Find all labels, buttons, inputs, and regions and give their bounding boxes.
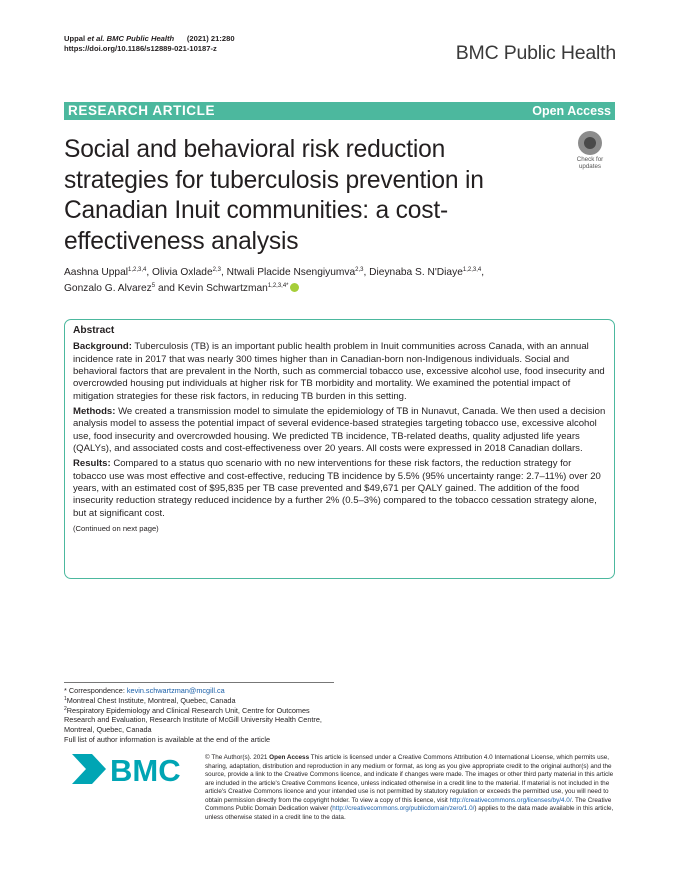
article-banner [64,102,615,120]
license-body: This article is licensed under a Creative Commons Attribution 4.0 International License, which permits use, sharing, adaptation, distribution and reproduction in any medium or format, as long as you give appropriate credit to the original author(s) and the source, provide a link to the Creative Commons licence, and indicate if changes were made. The images or other third party material in this article are included in the article's Creative Commons licence, unless indicated otherwise in a credit line to the material. If material is not included in the article's Creative Commons licence and your intended use is not permitted by statutory regulation or exceeds the permitted use, you will need to obtain permission directly from the copyright holder. To view a copy of this licence, visit [205,754,614,804]
waiver-link[interactable]: http://creativecommons.org/publicdomain/zero/1.0/ [332,805,475,812]
doi-link[interactable]: https://doi.org/10.1186/s12889-021-10187-z [64,44,217,54]
license-open-access: Open Access [269,754,310,761]
abstract-heading: Abstract [73,325,115,336]
continued-note: (Continued on next page) [73,524,159,534]
affiliation-text: Montreal Chest Institute, Montreal, Quebec, Canada [66,695,236,705]
correspondence-label: * Correspondence: [64,686,127,695]
author-name: and Kevin Schwartzman [155,282,268,294]
open-access-label: Open Access [532,104,611,118]
results-text: Compared to a status quo scenario with no new interventions for these risk factors, the reduction strategy for tobacco use was most effective and cost-effective, reducing TB incidence by 5.5% (95% uncertainty range: 2.7–11%) over 20 years, with an estimated cost of $95,835 per TB case prevented and $49,671 per QALY gained. The addition of the food insecurity reduction strategy reduced incidence by a further 2% (0.5–3%) compared to the tobacco cessation strategy alone, but at significant cost. [73,458,601,519]
author-list: Aashna Uppal$^{1,2,3,4}$, Olivia Oxlade$^{2,3}$, Ntwali Placide Nsengiyumva$^{2,3}$, Dieynaba S. N'Diaye$^{1,2,3,4}$, Gonzalo G. Alvarez$^5$ and Kevin Schwartzman$^{1,2,3,4*}$ [64,267,485,294]
affiliation-2 [64,706,334,735]
affiliation-1 [64,696,334,706]
methods-text: We created a transmission model to simulate the epidemiology of TB in Nunavut, Canada. We then used a decision analysis model to assess the potential impact of several evidence-based strategies targeting tobacco use, excessive alcohol use, food insecurity and overcrowded housing. We predicted TB incidence, TB-related deaths, quality adjusted life years (QALYs), and associated costs and cost-effectiveness over 20 years. All costs were expressed in 2018 Canadian dollars. [73,406,606,455]
author-affiliation: 5 [151,282,156,289]
correspondence [64,686,334,696]
affiliation-text: Respiratory Epidemiology and Clinical Research Unit, Centre for Outcomes Research and Evaluation, Research Institute of McGill University Health Centre, Montreal, Quebec, Canada [64,705,322,735]
author-affiliation: 1,2,3,4 [128,267,147,273]
article-type-label: RESEARCH ARTICLE [68,103,216,118]
author-affiliation: 1,2,3,4* [267,282,289,289]
citation-line [64,34,235,44]
abstract-methods [73,406,606,455]
journal-name: BMC Public Health [455,42,616,64]
license-copyright: © The Author(s). 2021 [205,754,270,761]
author-name: Gonzalo G. Alvarez [64,282,152,294]
footnotes [64,682,334,745]
article-title: Social and behavioral risk reduction strategies for tuberculosis prevention in Canadian Inuit communities: a cost-effectiveness analysis [64,136,484,255]
bmc-logo-chevron [72,754,106,784]
author-name: , Ntwali Placide Nsengiyumva [220,267,356,278]
affiliation-number: 2 [64,705,67,712]
check-for-updates-button[interactable] [566,131,614,177]
affiliation-number: 1 [64,695,67,702]
author-name: Aashna Uppal [64,267,129,278]
abstract-box [64,319,615,579]
check-updates-line2: updates [578,163,602,170]
citation-block [64,34,235,55]
abstract-background [73,341,606,403]
license-link[interactable]: http://creativecommons.org/licenses/by/4.0/ [449,796,572,804]
background-label: Background: [73,341,132,353]
license-body: ) applies to the data made available in this article, unless otherwise stated in a credit line to the data. [205,805,614,821]
correspondence-email-link[interactable]: kevin.schwartzman@mcgill.ca [126,686,225,695]
abstract-results [73,458,606,520]
bmc-logo-text: BMC [110,753,181,786]
orcid-icon[interactable] [290,283,299,292]
check-updates-label [566,156,614,170]
author-affiliation: 2,3 [355,267,364,273]
license-body: . The Creative Commons Public Domain Dedication waiver ( [205,796,612,812]
citation-etal: et al. [87,34,105,43]
author-name: , Dieynaba S. N'Diaye [363,267,463,278]
results-label: Results: [73,458,111,470]
author-affiliation: 1,2,3,4 [462,267,482,273]
background-text: Tuberculosis (TB) is an important public health problem in Inuit communities across Canada, with an annual incidence rate in 2017 that was nearly 300 times higher than in Canadian-born non-Indigenous individuals. Social and behavioral factors that are prevalent in the North, such as commercial tobacco use, excessive alcohol use, food insecurity and overcrowded housing put individuals at higher risk for TB morbidity and mortality. We examined the potential impact of mitigation strategies for these risk factors, in reducing TB burden in this setting. [73,341,605,402]
citation-journal: BMC Public Health [106,34,175,43]
full-list-note: Full list of author information is available at the end of the article [64,734,271,744]
license-text [205,754,615,822]
methods-label: Methods: [73,406,116,418]
author-affiliation: 2,3 [212,267,221,273]
author-name: , Olivia Oxlade [146,267,213,278]
crossmark-icon [578,131,602,155]
citation-year-volume: (2021) 21:280 [186,34,235,43]
check-updates-line1: Check for [576,156,604,163]
bmc-logo [72,752,192,786]
citation-author: Uppal [64,34,86,43]
